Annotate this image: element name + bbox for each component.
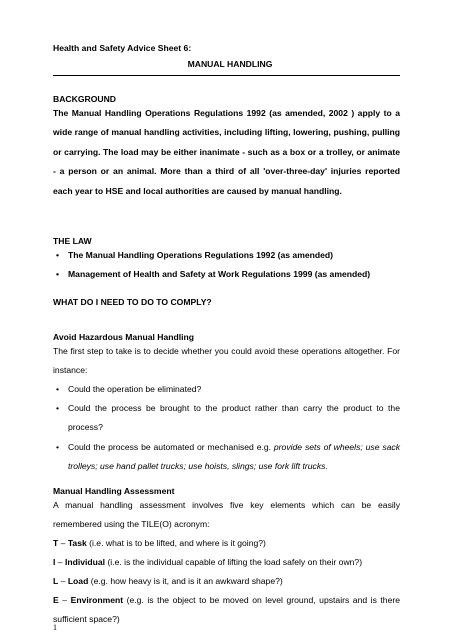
tile-element: T – Task (i.e. what is to be lifted, and where is it going?) (53, 538, 266, 548)
assessment-intro: A manual handling assessment involves five key elements which can be easily remembered using the TILE(O) acronym: (53, 500, 400, 530)
tile-element: E – Environment (e.g. is the object to be moved on level ground, upstairs and is there sufficient space?) (53, 595, 400, 625)
bullet-icon: • (56, 403, 60, 413)
bullet-icon: • (56, 250, 60, 260)
document-page: Health and Safety Advice Sheet 6: MANUAL HANDLING BACKGROUND The Manual Handling Operations Regulations 1992 (as amended, 2002 ) apply to a wide range of manual handling activities, including lifting, lowering, pushing, pulling or carrying. The load may be either inanimate - such as a box or a trolley, or animate - a person or an animal. More than a third of all 'over-three-day' injuries reported each year to HSE and local authorities are caused by manual handling. THE LAW • The Manual Handling Operations Regulations 1992 (as amended) • Management of Health and Safety at Work Regulations 1999 (as amended) WHAT DO I NEED TO DO TO COMPLY? Avoid Hazardous Manual Handling The first step to take is to decide whether you could avoid these operations altogether. For instance: • Could the operation be eliminated? • Could the process be brought to the product rather than carry the product to the process? • Could the process be automated or mechanised e.g. provide sets of wheels; use sack trolleys; use hand pallet trucks; use hoists, slings; use fork lift trucks. Manual Handling Assessment A manual handling assessment involves five key elements which can be easily remembered using the TILE(O) acronym: T – Task (i.e. what is to be lifted, and where is it going?) I – Individual (i.e. is the individual capable of lifting the load safely on their own?) L – Load (e.g. how heavy is it, and is it an awkward shape?) E – Environment (e.g. is the object to be moved on level ground, upstairs and is there sufficient space?) 1 (0, 0, 452, 640)
avoid-intro: The first step to take is to decide whether you could avoid these operations altogether. For instance: (53, 346, 400, 376)
header-rule (53, 75, 400, 76)
comply-heading: WHAT DO I NEED TO DO TO COMPLY? (53, 297, 212, 307)
bullet-icon: • (56, 269, 60, 279)
sheet-title: Health and Safety Advice Sheet 6: (53, 43, 192, 53)
background-heading: BACKGROUND (53, 94, 117, 104)
law-heading: THE LAW (53, 236, 92, 246)
background-text: The Manual Handling Operations Regulations 1992 (as amended, 2002 ) apply to a wide range of manual handling activities, including lifting, lowering, pushing, pulling or carrying. The load may be either inanimate - such as a box or a trolley, or animate - a person or an animal. More than a third of all 'over-three-day' injuries reported each year to HSE and local authorities are caused by manual handling. (53, 108, 400, 196)
page-number: 1 (53, 623, 57, 632)
document-title: MANUAL HANDLING (187, 59, 273, 69)
bullet-icon: • (56, 384, 60, 394)
tile-element: I – Individual (i.e. is the individual capable of lifting the load safely on their own?) (53, 557, 363, 567)
tile-element: L – Load (e.g. how heavy is it, and is it an awkward shape?) (53, 576, 283, 586)
bullet-icon: • (56, 442, 60, 452)
assessment-heading: Manual Handling Assessment (53, 486, 175, 496)
avoid-heading: Avoid Hazardous Manual Handling (53, 332, 195, 342)
